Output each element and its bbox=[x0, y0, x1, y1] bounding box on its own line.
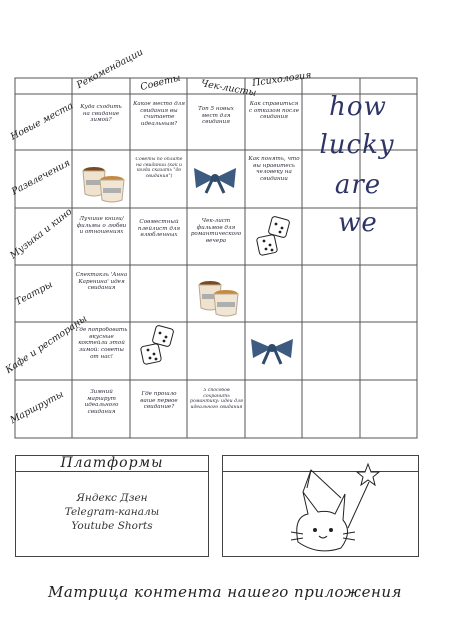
row-header-new-places: Новые места bbox=[8, 100, 76, 143]
platforms-title: Платформы bbox=[60, 455, 164, 471]
platform-item: Youtube Shorts bbox=[71, 520, 153, 532]
tagline-line-2: lucky bbox=[319, 130, 395, 160]
row-header-theatres: Театры bbox=[13, 279, 55, 308]
tagline-line-3: are bbox=[334, 170, 382, 200]
column-header-checklists: Чек-листы bbox=[200, 78, 258, 99]
column-header-tips: Советы bbox=[139, 72, 182, 93]
row-header-entertainment: Развлечения bbox=[9, 157, 73, 198]
platforms-box bbox=[15, 455, 209, 557]
cell-r3c1: Лучшие книги/фильмы о любви и отношениях bbox=[76, 216, 127, 236]
column-header-recommendations: Рекомендации bbox=[74, 46, 146, 91]
cell-r2c4: Как понять, что вы нравитесь человеку на свидании bbox=[248, 156, 300, 183]
cell-r6c3: 5 способов сохранить романтику: идеи для идеального свидания bbox=[190, 388, 243, 410]
tagline-line-1: how bbox=[329, 92, 387, 122]
page-footer-title: Матрица контента нашего приложения bbox=[48, 583, 402, 601]
row-header-routes: Маршруты bbox=[8, 388, 66, 427]
cell-r6c1: Зимний маршрут идеального свидания bbox=[84, 389, 119, 416]
platform-item: Telegram-каналы bbox=[64, 506, 160, 518]
cell-r4c1: Спектакль 'Анна Каренина' идея свидания bbox=[75, 272, 128, 292]
cell-r6c2: Где прошло ваше первое свидание? bbox=[140, 391, 178, 411]
row-header-music-cinema: Музыка и кино bbox=[8, 206, 75, 262]
cell-r3c3: Чек-лист фильмов для романтического вечера bbox=[190, 218, 242, 245]
dice-icon bbox=[252, 216, 298, 262]
cell-r2c2: Советы по оплате на свидании (как и когда сказать "до свидания") bbox=[135, 157, 183, 179]
coffee-cup-icon bbox=[194, 270, 242, 320]
bow-icon bbox=[247, 336, 297, 366]
tagline-line-4: we bbox=[338, 208, 378, 238]
cell-r1c4: Как справиться с отказом после свидания bbox=[248, 101, 300, 121]
bow-icon bbox=[190, 164, 240, 194]
cell-r1c3: Топ 5 новых мест для свидания bbox=[198, 106, 234, 126]
dice-icon bbox=[136, 325, 182, 371]
star-icon bbox=[355, 462, 381, 488]
platform-item: Яндекс Дзен bbox=[76, 492, 148, 504]
column-header-psychology: Психология bbox=[251, 69, 313, 89]
cat-wizard-icon bbox=[263, 462, 403, 556]
coffee-cup-icon bbox=[78, 154, 128, 204]
cell-r1c1: Куда сходить на свидание зимой? bbox=[80, 104, 122, 124]
cell-r5c1: Где попробовать вкусные коктейли этой зимой: советы от нас! bbox=[75, 327, 128, 360]
cell-r3c2: Совместный плейлист для влюбленных bbox=[137, 219, 181, 239]
row-header-cafes: Кафе и рестораны bbox=[3, 313, 90, 376]
illustration-box bbox=[222, 455, 419, 557]
cell-r1c2: Какое место для свидания вы считаете идеальным? bbox=[133, 101, 185, 128]
